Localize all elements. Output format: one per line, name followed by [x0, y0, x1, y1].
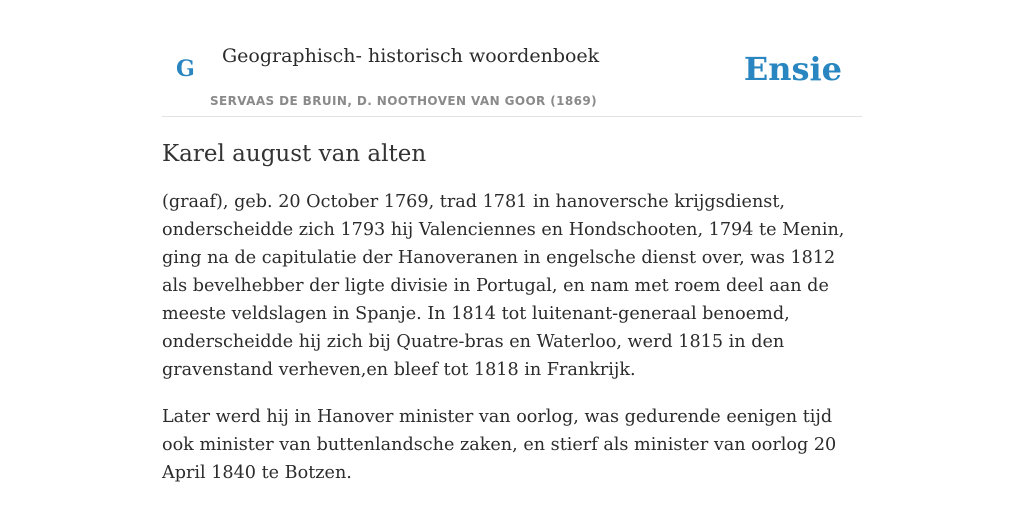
book-title-link[interactable]: Geographisch- historisch woordenboek — [222, 45, 600, 67]
entry-paragraph: Later werd hij in Hanover minister van oorlog, was gedurende eenigen tijd ook minister van buttenlandsche zaken, en stierf als minister van oorlog 20 April 1840 te Botzen. — [162, 407, 837, 483]
entry-content — [162, 136, 862, 487]
entry-paragraph: (graaf), geb. 20 October 1769, trad 1781 in hanoversche krijgsdienst, onderscheidde zich 1793 hij Valenciennes en Hondschooten, 1794 te Menin, ging na de capitulatie der Hanoveranen in engelsche dienst over, was 1812 als bevelhebber der ligte divisie in Portugal, en nam met roem deel aan de meeste veldslagen in Spanje. In 1814 tot luitenant-generaal benoemd, onderscheidde hij zich bij Quatre-bras en Waterloo, werd 1815 in den gravenstand verheven,en bleef tot 1818 in Frankrijk. — [162, 192, 845, 380]
ensie-logo[interactable]: Ensie — [743, 50, 842, 88]
book-letter-icon[interactable]: G — [176, 56, 195, 82]
entry-title: Karel august van alten — [162, 141, 427, 167]
book-header — [162, 0, 862, 117]
book-authors: SERVAAS DE BRUIN, D. NOOTHOVEN VAN GOOR (1869) — [210, 94, 598, 108]
